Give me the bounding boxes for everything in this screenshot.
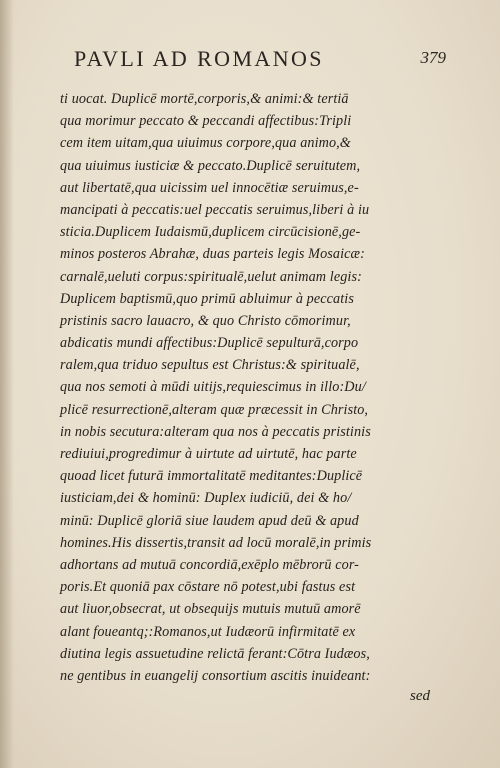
page-number: 379 (420, 48, 446, 67)
text-line: poris.Et quoniā pax cōstare nō potest,ubi fastus est (60, 579, 356, 596)
binding-shadow (0, 0, 14, 768)
text-line: qua morimur peccato & peccandi affectibus:Tripli (60, 113, 352, 130)
text-line: carnalē,ueluti corpus:spiritualē,uelut animam legis: (60, 268, 362, 285)
text-line: rediuiui,progredimur à uirtute ad uirtutē, hac parte (60, 446, 357, 462)
text-line: homines.His dissertis,transit ad locū moralē,in primis (60, 534, 372, 551)
text-line: adhortans ad mutuā concordiā,exēplo mēbrorū cor- (60, 556, 359, 573)
text-line: mancipati à peccatis:uel peccatis seruimus,liberi à iu (60, 201, 370, 218)
text-line: iusticiam,dei & hominū: Duplex iudiciū, dei & ho/ (60, 490, 352, 507)
text-line: aut libertatē,qua uicissim uel innocētiæ seruimus,e- (60, 179, 359, 196)
text-line: cem item uitam,qua uiuimus corpore,qua animo,& (60, 135, 351, 152)
text-line: diutina legis assuetudine relictā ferant:Cōtra Iudæos, (60, 645, 370, 662)
text-line: sticia.Duplicem Iudaismū,duplicem circūcisionē,ge- (60, 224, 361, 241)
text-line: qua nos semoti à mūdi uitijs,requiescimus in illo:Du/ (60, 379, 366, 396)
text-line: ti uocat. Duplicē mortē,corporis,& animi:& tertiā (60, 91, 349, 107)
text-line: aut liuor,obsecrat, ut obsequijs mutuis mutuū amorē (60, 601, 361, 618)
catchword: sed (410, 688, 430, 704)
body-text (60, 88, 440, 687)
text-line: alant foueantq;:Romanos,ut Iudæorū infirmitatē ex (60, 623, 356, 640)
running-title: PAVLI AD ROMANOS (74, 46, 324, 71)
text-line: pristinis sacro lauacro, & quo Christo cōmorimur, (60, 312, 351, 329)
text-line: in nobis secutura:alteram qua nos à peccatis pristinis (60, 423, 371, 440)
text-line: ne gentibus in euangelij consortium ascitis inuideant: (60, 667, 371, 684)
page-header (74, 46, 446, 76)
text-line: minū: Duplicē gloriā siue laudem apud deū & apud (60, 512, 359, 529)
text-line: minos posteros Abrahæ, duas parteis legis Mosaicæ: (60, 246, 365, 263)
text-line: Duplicem baptismū,quo primū abluimur à peccatis (60, 290, 354, 307)
text-line: abdicatis mundi affectibus:Duplicē sepulturā,corpo (60, 335, 359, 352)
text-line: quoad licet futurā immortalitatē meditantes:Duplicē (60, 468, 363, 485)
text-line: qua uiuimus iusticiæ & peccato.Duplicē seruitutem, (60, 157, 361, 174)
text-line: plicē resurrectionē,alteram quæ præcessit in Christo, (60, 401, 369, 418)
text-line: ralem,qua triduo sepultus est Christus:& spiritualē, (60, 357, 360, 374)
